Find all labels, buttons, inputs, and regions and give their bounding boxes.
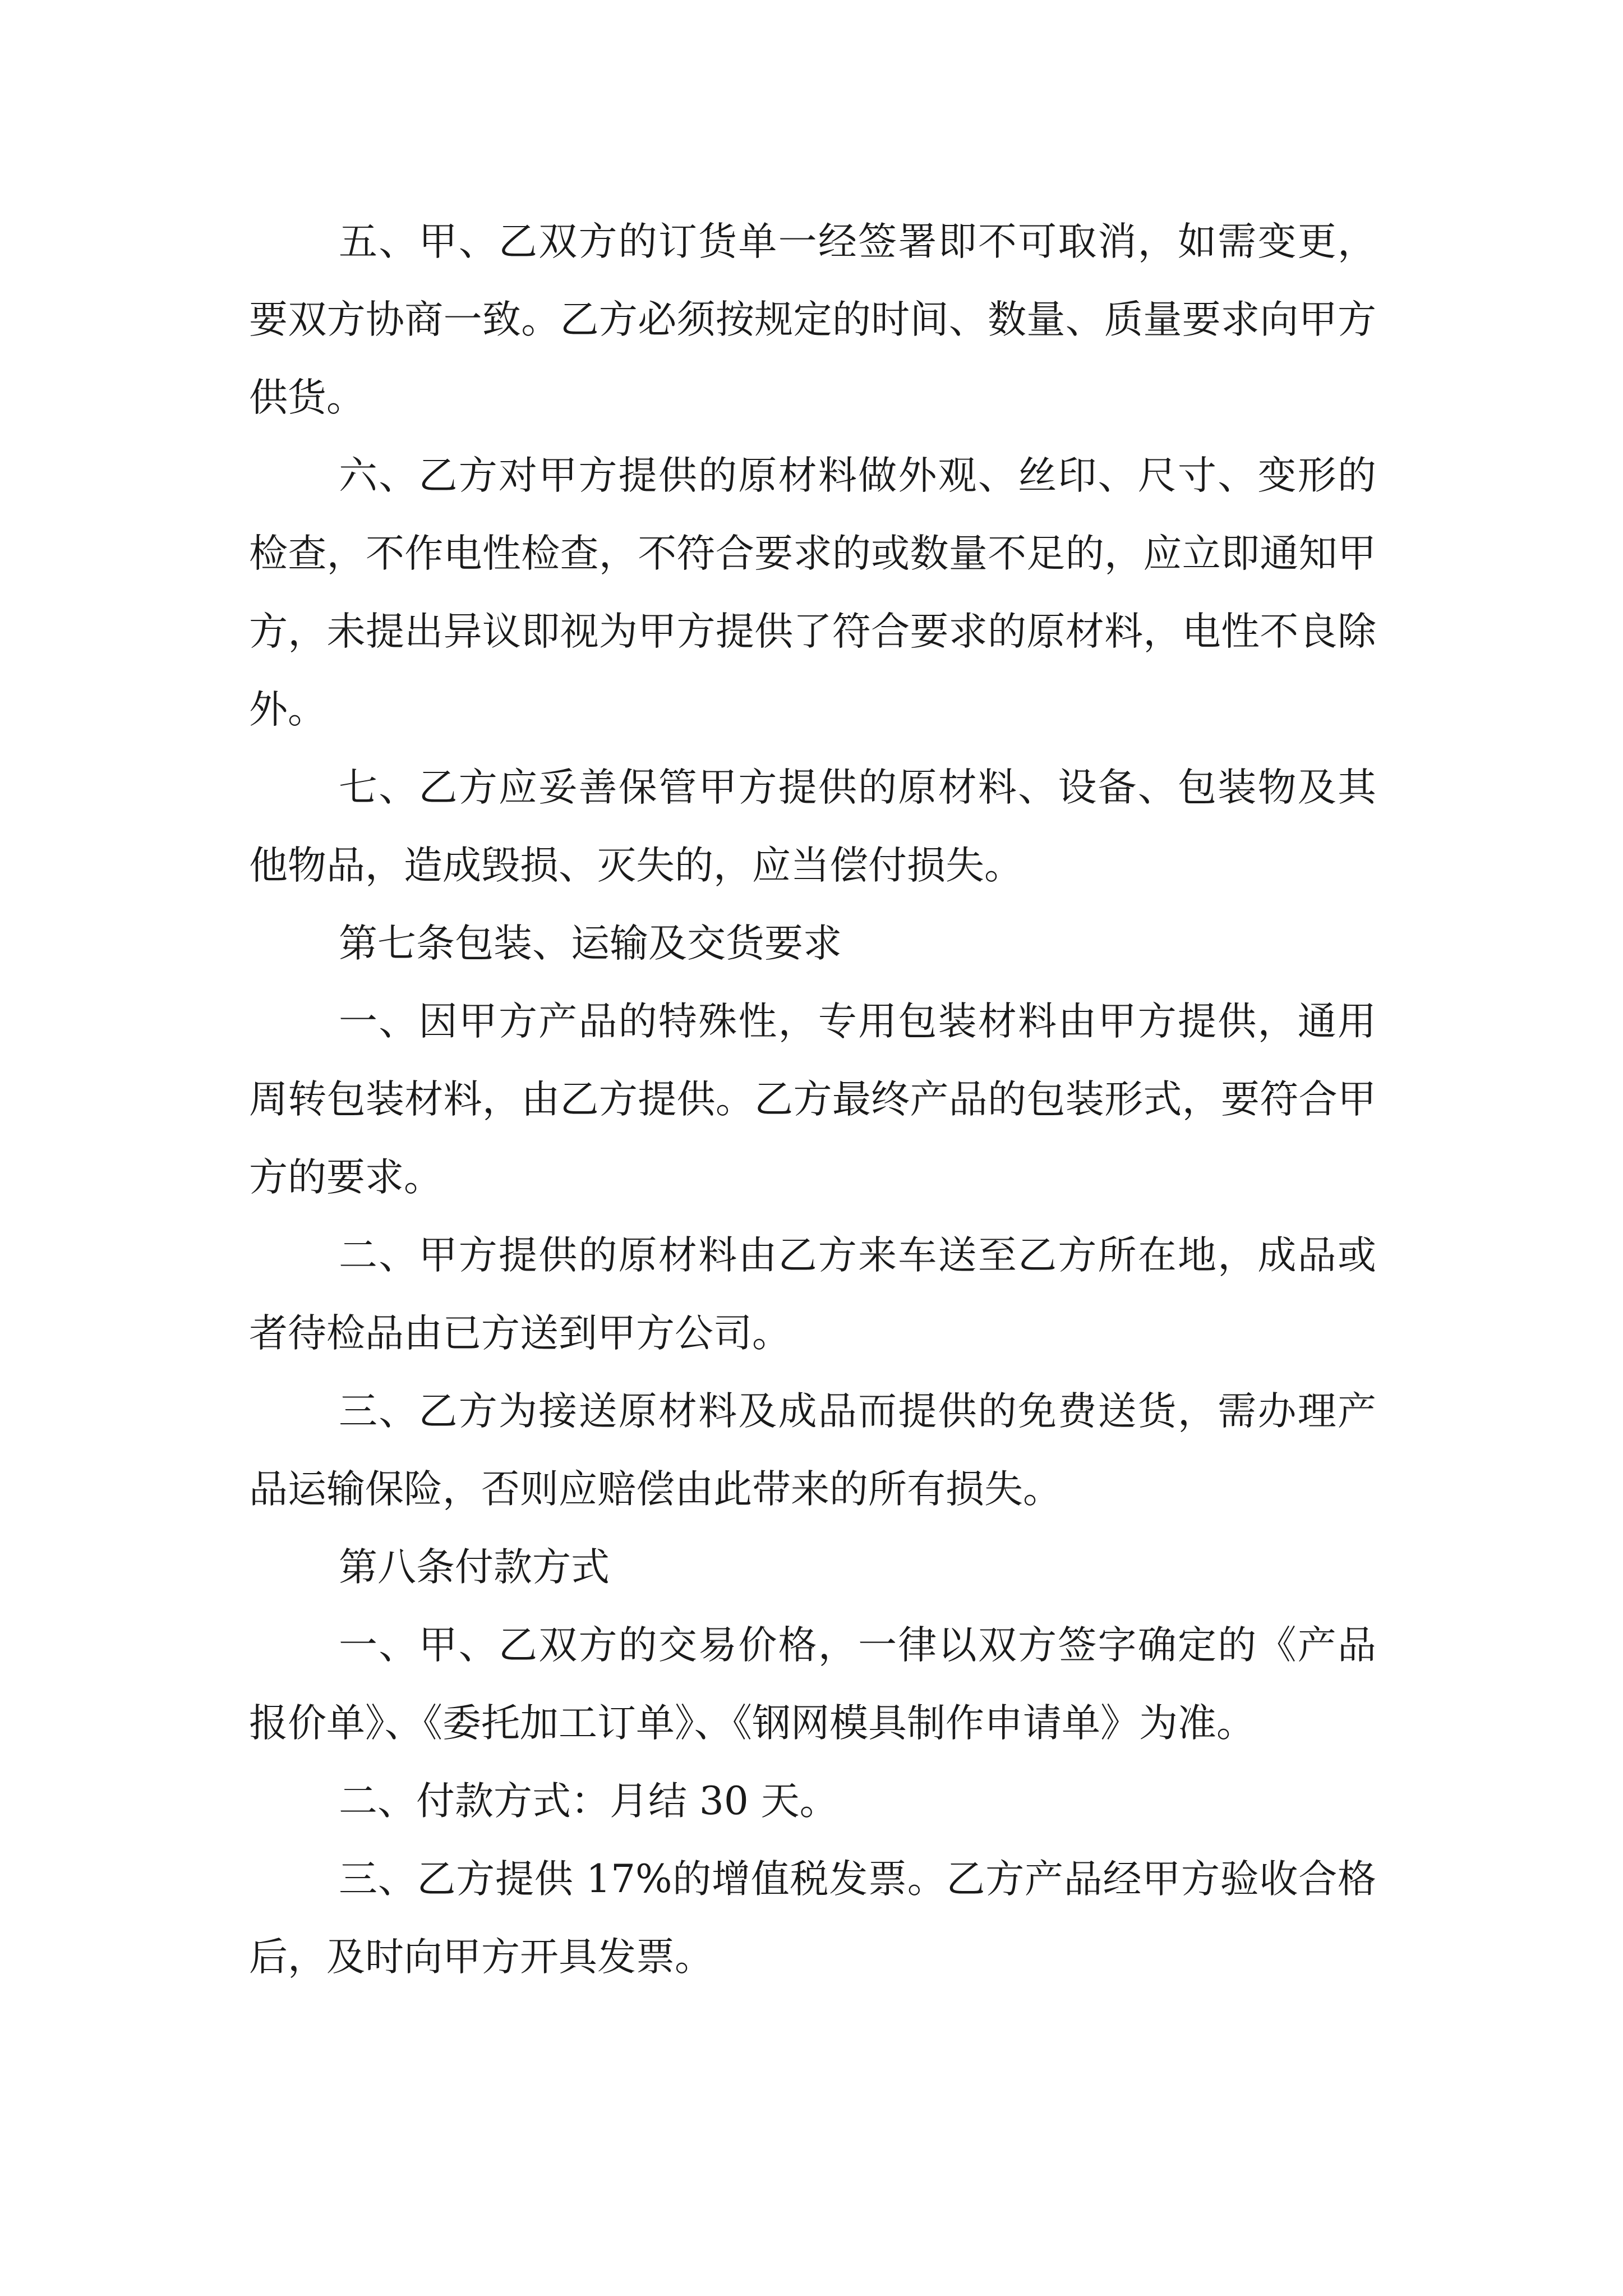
paragraph-delivery: 二、甲方提供的原材料由乙方来车送至乙方所在地，成品或者待检品由已方送到甲方公司。	[249, 1233, 1376, 1356]
paragraph-material-custody: 七、乙方应妥善保管甲方提供的原材料、设备、包装物及其他物品，造成毁损、灭失的，应当偿付损失。	[249, 765, 1376, 888]
paragraph-order-cancellation: 五、甲、乙双方的订货单一经签署即不可取消，如需变更，要双方协商一致。乙方必须按规定的时间、数量、质量要求向甲方供货。	[249, 219, 1376, 420]
article-8-heading: 第八条付款方式	[339, 1545, 610, 1590]
paragraph-transaction-price: 一、甲、乙双方的交易价格，一律以双方签字确定的《产品报价单》、《委托加工订单》、《钢网模具制作申请单》为准。	[249, 1623, 1376, 1746]
paragraph-invoice: 三、乙方提供 17%的增值税发票。乙方产品经甲方验收合格后，及时向甲方开具发票。	[249, 1857, 1376, 1980]
paragraph-packaging: 一、因甲方产品的特殊性，专用包装材料由甲方提供，通用周转包装材料，由乙方提供。乙方最终产品的包装形式，要符合甲方的要求。	[249, 999, 1376, 1200]
document-body	[249, 203, 1376, 1996]
article-7-heading: 第七条包装、运输及交货要求	[339, 921, 842, 966]
paragraph-payment-terms: 二、付款方式：月结 30 天。	[339, 1779, 838, 1824]
paragraph-material-inspection: 六、乙方对甲方提供的原材料做外观、丝印、尺寸、变形的检查，不作电性检查，不符合要求的或数量不足的，应立即通知甲方，未提出异议即视为甲方提供了符合要求的原材料，电性不良除外。	[249, 453, 1376, 732]
paragraph-transport-insurance: 三、乙方为接送原材料及成品而提供的免费送货，需办理产品运输保险，否则应赔偿由此带来的所有损失。	[249, 1389, 1376, 1512]
